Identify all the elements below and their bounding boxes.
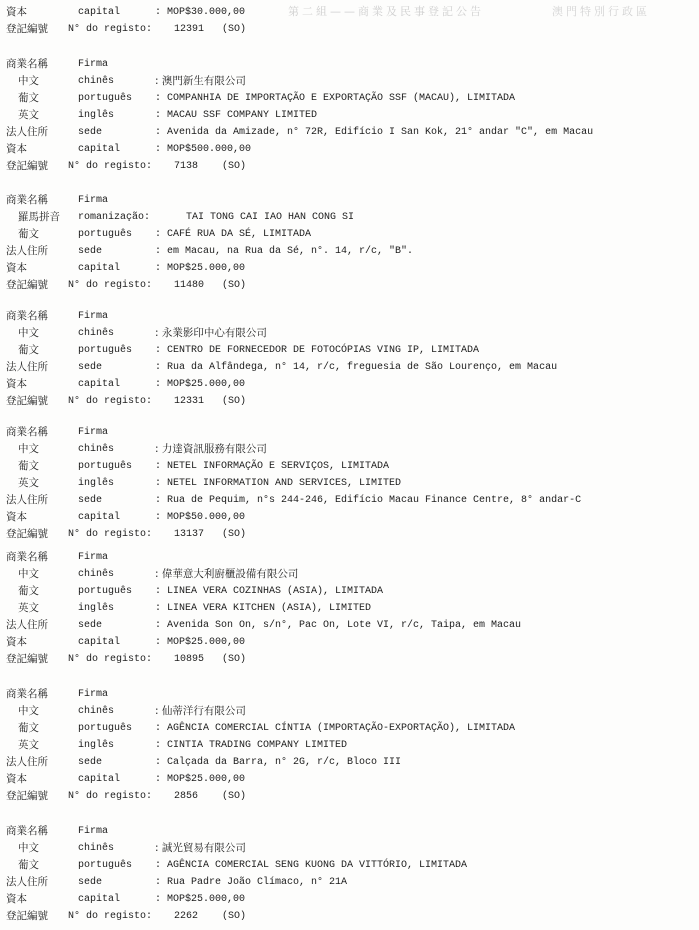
registo-number: 2262 <box>174 911 199 922</box>
firma-label-cjk: 商業名稱 <box>6 688 48 700</box>
portugues-value: : AGÊNCIA COMERCIAL SENG KUONG DA VITTÓRIO, LIMITADA <box>155 860 468 871</box>
portugues-label-cjk: 葡文 <box>18 92 39 104</box>
ingles-value: : NETEL INFORMATION AND SERVICES, LIMITED <box>155 478 402 489</box>
sede-value: : Avenida Son On, s/n°, Pac On, Lote VI, r/c, Taipa, em Macau <box>155 620 522 631</box>
romanizacao-line <box>0 209 699 226</box>
capital-value: : MOP$25.000,00 <box>155 774 246 785</box>
portugues-label: português <box>78 860 133 871</box>
sede-line <box>0 124 699 141</box>
sede-label: sede <box>78 620 103 631</box>
registo-number: 12331 <box>174 396 205 407</box>
capital-line <box>0 509 699 526</box>
chines-label-cjk: 中文 <box>18 75 39 87</box>
ingles-label: inglês <box>78 740 115 751</box>
registo-line <box>0 393 699 410</box>
bleed-through-text-2: 澳門特別行政區 <box>552 5 650 18</box>
ingles-label-cjk: 英文 <box>18 477 39 489</box>
registo-number: 7138 <box>174 161 199 172</box>
portugues-value: : CAFÉ RUA DA SÉ, LIMITADA <box>155 229 312 240</box>
registo-label: N° do registo: <box>68 529 153 540</box>
registo-number: 13137 <box>174 529 205 540</box>
registo-label: N° do registo: <box>68 654 153 665</box>
capital-line <box>0 771 699 788</box>
sede-line <box>0 359 699 376</box>
registo-label: N° do registo: <box>68 161 153 172</box>
capital-label-cjk: 資本 <box>6 636 27 648</box>
ingles-line <box>0 107 699 124</box>
registry-entry <box>0 192 699 294</box>
registo-label: N° do registo: <box>68 24 153 35</box>
chines-value: : 澳門新生有限公司 <box>155 75 246 87</box>
registo-suffix: (SO) <box>222 161 247 172</box>
firma-line <box>0 823 699 840</box>
bleed-through-text: 第二組——商業及民事登記公告 <box>288 5 484 18</box>
sede-label-cjk: 法人住所 <box>6 245 48 257</box>
portugues-line <box>0 720 699 737</box>
capital-label-cjk: 資本 <box>6 143 27 155</box>
romanizacao-label-cjk: 羅馬拼音 <box>18 211 60 223</box>
registry-entry <box>0 308 699 410</box>
sede-label-cjk: 法人住所 <box>6 876 48 888</box>
registo-label-cjk: 登記編號 <box>6 790 48 802</box>
firma-label: Firma <box>78 689 109 700</box>
capital-line <box>0 891 699 908</box>
firma-label: Firma <box>78 427 109 438</box>
registry-entry <box>0 686 699 805</box>
sede-label-cjk: 法人住所 <box>6 361 48 373</box>
chines-label: chinês <box>78 843 115 854</box>
sede-label-cjk: 法人住所 <box>6 126 48 138</box>
portugues-value: : CENTRO DE FORNECEDOR DE FOTOCÓPIAS VING IP, LIMITADA <box>155 345 480 356</box>
chines-value: : 偉華意大利廚櫃設備有限公司 <box>155 568 299 580</box>
portugues-label-cjk: 葡文 <box>18 228 39 240</box>
capital-line <box>0 4 699 21</box>
sede-label: sede <box>78 246 103 257</box>
sede-line <box>0 243 699 260</box>
portugues-line <box>0 90 699 107</box>
firma-label-cjk: 商業名稱 <box>6 58 48 70</box>
registry-entry <box>0 823 699 925</box>
sede-label: sede <box>78 757 103 768</box>
sede-label-cjk: 法人住所 <box>6 619 48 631</box>
chines-line <box>0 703 699 720</box>
ingles-value: : CINTIA TRADING COMPANY LIMITED <box>155 740 348 751</box>
chines-line <box>0 73 699 90</box>
chines-label-cjk: 中文 <box>18 327 39 339</box>
registo-number: 11480 <box>174 280 205 291</box>
capital-label: capital <box>78 7 121 18</box>
portugues-label-cjk: 葡文 <box>18 585 39 597</box>
sede-label: sede <box>78 362 103 373</box>
ingles-label-cjk: 英文 <box>18 739 39 751</box>
firma-line <box>0 424 699 441</box>
sede-value: : Rua da Alfândega, n° 14, r/c, freguesia de São Lourenço, em Macau <box>155 362 558 373</box>
firma-label: Firma <box>78 826 109 837</box>
portugues-line <box>0 226 699 243</box>
chines-label: chinês <box>78 328 115 339</box>
chines-line <box>0 566 699 583</box>
chines-label: chinês <box>78 706 115 717</box>
firma-line <box>0 686 699 703</box>
capital-label-cjk: 資本 <box>6 893 27 905</box>
capital-value: : MOP$25.000,00 <box>155 637 246 648</box>
registo-label-cjk: 登記編號 <box>6 653 48 665</box>
chines-label: chinês <box>78 444 115 455</box>
capital-line <box>0 141 699 158</box>
chines-label-cjk: 中文 <box>18 568 39 580</box>
registo-number: 2856 <box>174 791 199 802</box>
sede-label-cjk: 法人住所 <box>6 756 48 768</box>
capital-line <box>0 376 699 393</box>
capital-value: : MOP$500.000,00 <box>155 144 252 155</box>
portugues-line <box>0 342 699 359</box>
registo-line <box>0 908 699 925</box>
capital-label: capital <box>78 774 121 785</box>
ingles-label: inglês <box>78 110 115 121</box>
sede-line <box>0 874 699 891</box>
registo-suffix: (SO) <box>222 791 247 802</box>
firma-label-cjk: 商業名稱 <box>6 551 48 563</box>
firma-label: Firma <box>78 311 109 322</box>
capital-label: capital <box>78 894 121 905</box>
firma-label-cjk: 商業名稱 <box>6 825 48 837</box>
portugues-line <box>0 583 699 600</box>
firma-line <box>0 56 699 73</box>
chines-value: : 仙蒂洋行有限公司 <box>155 705 246 717</box>
portugues-value: : COMPANHIA DE IMPORTAÇÃO E EXPORTAÇÃO SSF (MACAU), LIMITADA <box>155 93 516 104</box>
capital-label: capital <box>78 379 121 390</box>
portugues-value: : NETEL INFORMAÇÃO E SERVIÇOS, LIMITADA <box>155 461 390 472</box>
ingles-label-cjk: 英文 <box>18 109 39 121</box>
capital-value: : MOP$50.000,00 <box>155 512 246 523</box>
romanizacao-value: TAI TONG CAI IAO HAN CONG SI <box>186 212 355 223</box>
portugues-label: português <box>78 93 133 104</box>
romanizacao-label: romanização: <box>78 212 151 223</box>
capital-label: capital <box>78 263 121 274</box>
sede-value: : Rua Padre João Clímaco, n° 21A <box>155 877 348 888</box>
portugues-label: português <box>78 229 133 240</box>
registry-entry <box>0 549 699 668</box>
registo-label-cjk: 登記編號 <box>6 528 48 540</box>
registo-suffix: (SO) <box>222 280 247 291</box>
firma-label-cjk: 商業名稱 <box>6 426 48 438</box>
chines-label: chinês <box>78 569 115 580</box>
firma-label-cjk: 商業名稱 <box>6 310 48 322</box>
portugues-line <box>0 857 699 874</box>
ingles-line <box>0 600 699 617</box>
portugues-label-cjk: 葡文 <box>18 344 39 356</box>
capital-line <box>0 260 699 277</box>
registo-number: 10895 <box>174 654 205 665</box>
capital-label: capital <box>78 512 121 523</box>
capital-label-cjk: 資本 <box>6 262 27 274</box>
capital-value: : MOP$25.000,00 <box>155 379 246 390</box>
capital-line <box>0 634 699 651</box>
sede-label: sede <box>78 495 103 506</box>
capital-label-cjk: 資本 <box>6 773 27 785</box>
capital-label: capital <box>78 144 121 155</box>
portugues-label: português <box>78 461 133 472</box>
registo-line <box>0 651 699 668</box>
sede-line <box>0 492 699 509</box>
firma-label: Firma <box>78 59 109 70</box>
capital-label-cjk: 資本 <box>6 378 27 390</box>
sede-value: : em Macau, na Rua da Sé, n°. 14, r/c, "B". <box>155 246 414 257</box>
registo-label: N° do registo: <box>68 791 153 802</box>
chines-value: : 永業影印中心有限公司 <box>155 327 267 339</box>
portugues-label-cjk: 葡文 <box>18 722 39 734</box>
sede-value: : Rua de Pequim, n°s 244-246, Edifício Macau Finance Centre, 8° andar-C <box>155 495 582 506</box>
registo-suffix: (SO) <box>222 396 247 407</box>
sede-line <box>0 617 699 634</box>
firma-label: Firma <box>78 552 109 563</box>
chines-label-cjk: 中文 <box>18 443 39 455</box>
ingles-label-cjk: 英文 <box>18 602 39 614</box>
firma-label-cjk: 商業名稱 <box>6 194 48 206</box>
registo-number: 12391 <box>174 24 205 35</box>
ingles-value: : LINEA VERA KITCHEN (ASIA), LIMITED <box>155 603 372 614</box>
capital-value: : MOP$25.000,00 <box>155 263 246 274</box>
registo-suffix: (SO) <box>222 24 247 35</box>
capital-label: capital <box>78 637 121 648</box>
portugues-label: português <box>78 586 133 597</box>
portugues-value: : LINEA VERA COZINHAS (ASIA), LIMITADA <box>155 586 384 597</box>
portugues-label: português <box>78 345 133 356</box>
registo-label: N° do registo: <box>68 911 153 922</box>
portugues-label: português <box>78 723 133 734</box>
ingles-label: inglês <box>78 603 115 614</box>
firma-label: Firma <box>78 195 109 206</box>
ingles-line <box>0 475 699 492</box>
chines-value: : 誠光貿易有限公司 <box>155 842 246 854</box>
registo-line <box>0 277 699 294</box>
chines-line <box>0 840 699 857</box>
sede-value: : Avenida da Amizade, n° 72R, Edifício I San Kok, 21° andar "C", em Macau <box>155 127 594 138</box>
capital-label-cjk: 資本 <box>6 511 27 523</box>
registo-line <box>0 788 699 805</box>
sede-line <box>0 754 699 771</box>
registo-line <box>0 21 699 38</box>
capital-value: : MOP$30.000,00 <box>155 7 246 18</box>
registo-line <box>0 526 699 543</box>
registo-suffix: (SO) <box>222 911 247 922</box>
portugues-label-cjk: 葡文 <box>18 859 39 871</box>
registo-suffix: (SO) <box>222 529 247 540</box>
firma-line <box>0 308 699 325</box>
sede-value: : Calçada da Barra, n° 2G, r/c, Bloco III <box>155 757 402 768</box>
registo-label-cjk: 登記編號 <box>6 395 48 407</box>
chines-label-cjk: 中文 <box>18 705 39 717</box>
chines-label: chinês <box>78 76 115 87</box>
registry-entry <box>0 56 699 175</box>
ingles-label: inglês <box>78 478 115 489</box>
registo-label-cjk: 登記編號 <box>6 160 48 172</box>
chines-line <box>0 325 699 342</box>
registo-label-cjk: 登記編號 <box>6 910 48 922</box>
portugues-value: : AGÊNCIA COMERCIAL CÍNTIA (IMPORTAÇÃO-EXPORTAÇÃO), LIMITADA <box>155 723 516 734</box>
ingles-line <box>0 737 699 754</box>
portugues-line <box>0 458 699 475</box>
registo-label: N° do registo: <box>68 396 153 407</box>
portugues-label-cjk: 葡文 <box>18 460 39 472</box>
sede-label-cjk: 法人住所 <box>6 494 48 506</box>
registry-entry-partial <box>0 4 699 38</box>
capital-value: : MOP$25.000,00 <box>155 894 246 905</box>
registry-entry <box>0 424 699 543</box>
registo-label-cjk: 登記編號 <box>6 23 48 35</box>
chines-value: : 力達資訊服務有限公司 <box>155 443 267 455</box>
registo-label-cjk: 登記編號 <box>6 279 48 291</box>
sede-label: sede <box>78 127 103 138</box>
registo-suffix: (SO) <box>222 654 247 665</box>
registo-line <box>0 158 699 175</box>
sede-label: sede <box>78 877 103 888</box>
capital-label-cjk: 資本 <box>6 6 27 18</box>
chines-line <box>0 441 699 458</box>
chines-label-cjk: 中文 <box>18 842 39 854</box>
registo-label: N° do registo: <box>68 280 153 291</box>
ingles-value: : MACAU SSF COMPANY LIMITED <box>155 110 318 121</box>
firma-line <box>0 192 699 209</box>
firma-line <box>0 549 699 566</box>
